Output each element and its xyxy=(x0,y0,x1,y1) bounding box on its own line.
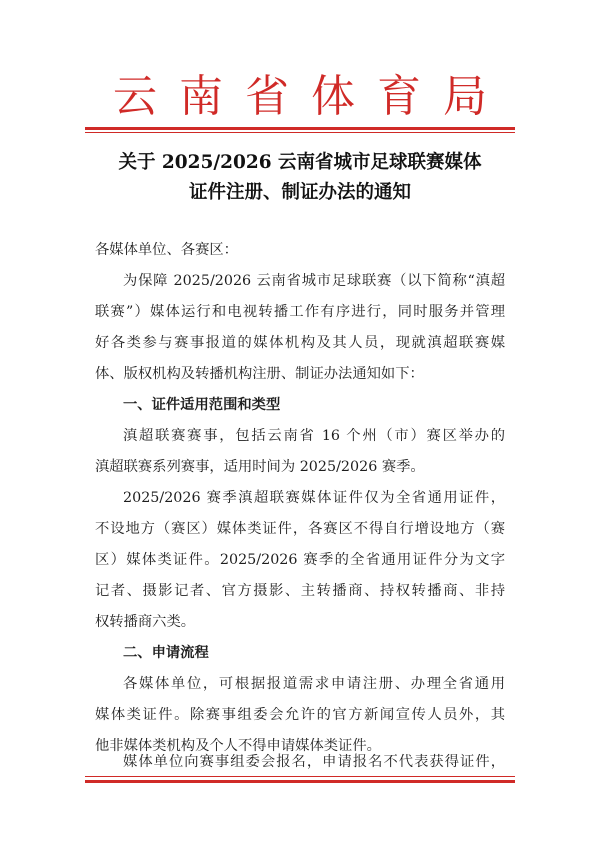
body-line: 2025/2026 赛季滇超联赛媒体证件仅为全省通用证件， xyxy=(123,490,505,506)
letterhead-rule-thin xyxy=(85,132,515,133)
body-line: 联赛”）媒体运行和电视转播工作有序进行，同时服务并管理 xyxy=(95,304,505,320)
body-line: 滇超联赛系列赛事，适用时间为 2025/2026 赛季。 xyxy=(95,459,425,475)
section-heading-2: 二、申请流程 xyxy=(123,645,209,661)
document-title-line-2: 证件注册、制证办法的通知 xyxy=(188,182,411,203)
body-line: 他非媒体类机构及个人不得申请媒体类证件。 xyxy=(95,738,381,754)
body-line: 权转播商六类。 xyxy=(95,614,196,630)
body-line: 好各类参与赛事报道的媒体机构及其人员，现就滇超联赛媒 xyxy=(95,335,505,351)
salutation: 各媒体单位、各赛区： xyxy=(95,242,238,258)
footer-rule-thick xyxy=(85,780,515,783)
body-line: 体、版权机构及转播机构注册、制证办法通知如下： xyxy=(95,366,424,382)
body-line: 滇超联赛赛事，包括云南省 16 个州（市）赛区举办的 xyxy=(123,428,505,444)
body-line: 媒体类证件。除赛事组委会允许的官方新闻宣传人员外，其 xyxy=(95,707,505,723)
footer-rule-thin xyxy=(85,776,515,777)
body-line: 为保障 2025/2026 云南省城市足球联赛（以下简称“滇超 xyxy=(123,273,505,289)
body-line: 记者、摄影记者、官方摄影、主转播商、持权转播商、非持 xyxy=(95,583,505,599)
document-title-line-1: 关于 2025/2026 云南省城市足球联赛媒体 xyxy=(118,152,482,173)
body-line: 不设地方（赛区）媒体类证件，各赛区不得自行增设地方（赛 xyxy=(95,521,505,537)
section-heading-1: 一、证件适用范围和类型 xyxy=(123,397,281,413)
body-line: 区）媒体类证件。2025/2026 赛季的全省通用证件分为文字 xyxy=(95,552,505,568)
body-line: 媒体单位向赛事组委会报名，申请报名不代表获得证件， xyxy=(123,754,505,770)
letterhead-rule-thick xyxy=(85,127,515,130)
letterhead-org-title: 云南省体育局 xyxy=(113,71,509,122)
body-line: 各媒体单位，可根据报道需求申请注册、办理全省通用 xyxy=(123,676,505,692)
